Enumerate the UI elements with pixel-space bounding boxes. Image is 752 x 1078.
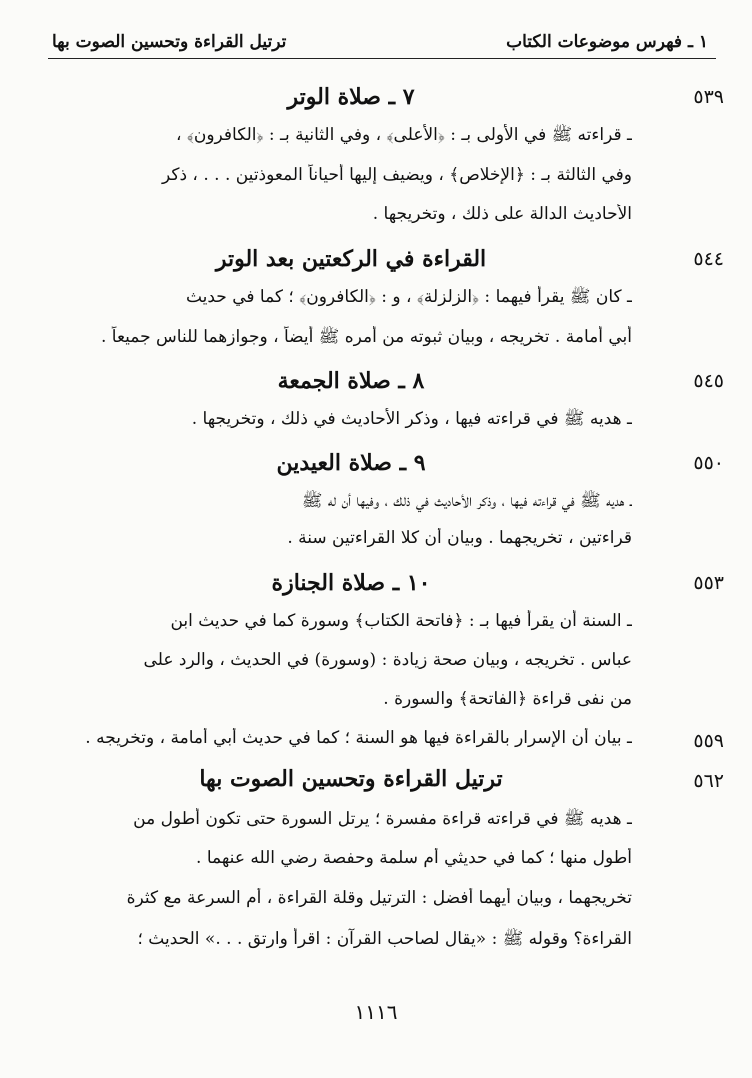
entry-line: الأحاديث الدالة على ذلك ، وتخريجها . — [372, 204, 632, 224]
running-header — [48, 22, 716, 59]
entry-heading: ٨ ـ صلاة الجمعة — [277, 368, 425, 394]
entry-line: من نفى قراءة ﴿الفاتحة﴾ والسورة . — [383, 689, 632, 709]
header-running-title: ترتيل القراءة وتحسين الصوت بها — [52, 32, 287, 52]
entry-line: عباس . تخريجه ، وبيان صحة زيادة : (وسورة) في الحديث ، والرد على — [143, 650, 632, 670]
entry-line: وفي الثالثة بـ : ﴿الإخلاص﴾ ، ويضيف إليها أحياناً المعوذتين . . . ، ذكر — [161, 165, 632, 185]
entry-heading: القراءة في الركعتين بعد الوتر — [215, 246, 487, 272]
entry-line: أبي أمامة . تخريجه ، وبيان ثبوته من أمره ﷺ أيضاً ، وجوازهما للناس جميعاً . — [100, 327, 632, 347]
entry-line: أطول منها ؛ كما في حديثي أم سلمة وحفصة رضي الله عنهما . — [196, 848, 632, 868]
entry-line: ـ هديه ﷺ في قراءته فيها ، وذكر الأحاديث في ذلك ، وفيها أن له ﷺ — [301, 491, 632, 511]
entry-heading: ترتيل القراءة وتحسين الصوت بها — [199, 766, 503, 792]
entry-heading: ٧ ـ صلاة الوتر — [287, 84, 415, 110]
entry-line: ـ السنة أن يقرأ فيها بـ : ﴿فاتحة الكتاب﴾ وسورة كما في حديث ابن — [170, 611, 632, 631]
entry-page-number: ٥٥٩ — [693, 730, 724, 752]
entry-line: ـ كان ﷺ يقرأ فيهما : ﴿الزلزلة﴾ ، و : ﴿الكافرون﴾ ؛ كما في حديث — [185, 287, 632, 307]
entry-page-number: ٥٣٩ — [693, 86, 724, 108]
header-section-title: ١ ـ فهرس موضوعات الكتاب — [506, 32, 708, 52]
entry-heading: ١٠ ـ صلاة الجنازة — [271, 570, 431, 596]
entry-heading: ٩ ـ صلاة العيدين — [276, 450, 426, 476]
entry-line: ـ هديه ﷺ في قراءته قراءة مفسرة ؛ يرتل السورة حتى تكون أطول من — [133, 809, 632, 829]
entry-line: ـ قراءته ﷺ في الأولى بـ : ﴿الأعلى﴾ ، وفي الثانية بـ : ﴿الكافرون﴾ ، — [175, 125, 632, 145]
entry-page-number: ٥٤٤ — [693, 248, 724, 270]
entry-line: ـ هديه ﷺ في قراءته فيها ، وذكر الأحاديث في ذلك ، وتخريجها . — [191, 409, 632, 429]
entry-page-number: ٥٥٣ — [693, 572, 724, 594]
entry-page-number: ٥٥٠ — [693, 452, 724, 474]
entry-page-number: ٥٦٢ — [693, 770, 724, 792]
entry-line: ـ بيان أن الإسرار بالقراءة فيها هو السنة ؛ كما في حديث أبي أمامة ، وتخريجه . — [85, 728, 632, 748]
entry-line: قراءتين ، تخريجهما . وبيان أن كلا القراءتين سنة . — [287, 528, 632, 548]
entry-page-number: ٥٤٥ — [693, 370, 724, 392]
entry-line: تخريجهما ، وبيان أيهما أفضل : الترتيل وقلة القراءة ، أم السرعة مع كثرة — [126, 888, 632, 908]
page-number: ١١١٦ — [354, 1000, 398, 1024]
entry-line: القراءة؟ وقوله ﷺ : «يقال لصاحب القرآن : اقرأ وارتق . . .» الحديث ؛ — [137, 929, 632, 949]
